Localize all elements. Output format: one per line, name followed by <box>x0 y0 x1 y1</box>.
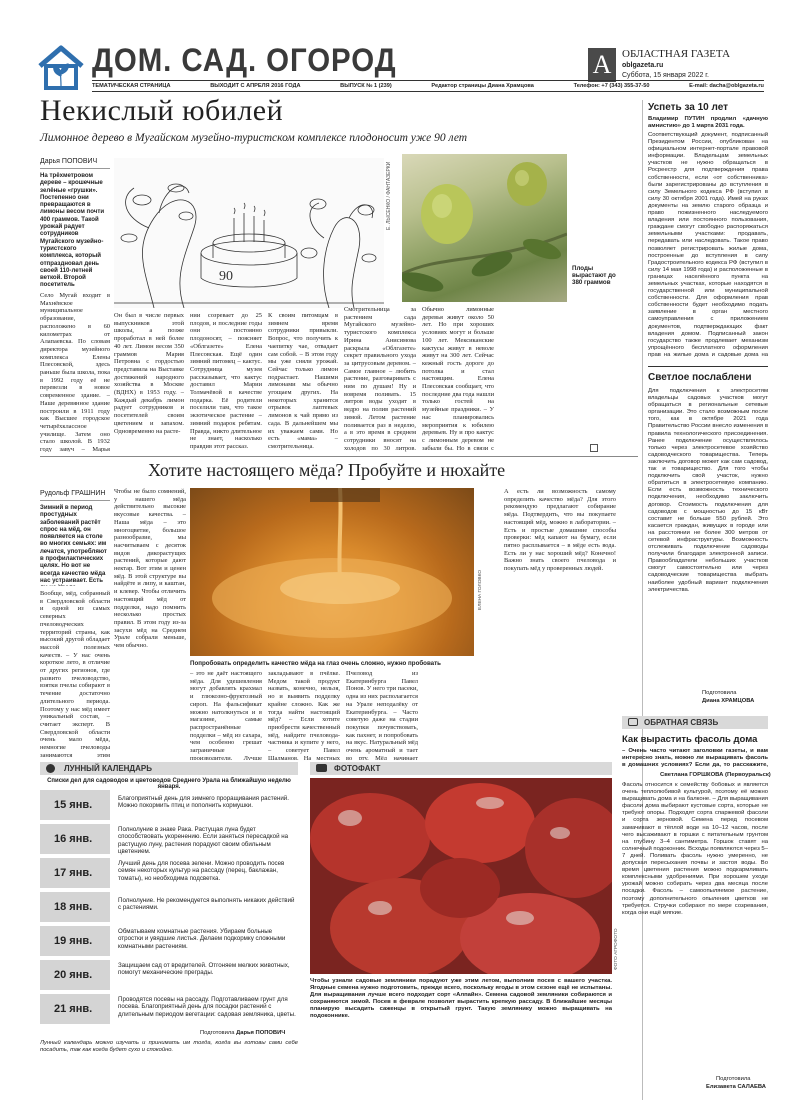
paper-letter-badge <box>588 48 616 82</box>
strawberries-photo <box>310 778 612 974</box>
article2-col3: – это не даёт настоящего мёда. Для удешевления могут добавлять крахмал и глюкозно-фруктозный сироп. На фальсификат можно натолкнуться и в магазине, самые распространённые подделки – мёд из сахара, чем особенно грешат заграничные производители. Лучше <box>190 670 262 760</box>
calendar-intro: Списки дел для садоводов и цветоводов Среднего Урала на ближайшую неделю января. <box>47 778 291 790</box>
photofact-label: ФОТОФАКТ <box>334 764 381 773</box>
sidebar-heading-electricity: Светлое послаблени <box>648 372 752 383</box>
article2-col4: закладывают в пчёлке. Медом такой продукт назвать, конечно, нельзя, но и выявить подделку крайне сложно. Как же тогда найти настоящий мёд? – Если хотите приобрести качественный мёд, найдите пчеловода-частника и купите у него, – советует Павел Шалманов. На местных <box>268 670 340 760</box>
article2-col5: Пчеловод из Екатеринбурга Павел Понов. У него три пасеки, одна из них располагается на Урале неподалёку от Екатеринбурга. – Часто советую даже на стадии покупки почувствовать, как пахнет, и попробовать на вкус. Натуральный мёд очень ароматный и тает во рту. Мёд начинает <box>346 670 418 760</box>
honey-jar-photo <box>190 488 474 656</box>
strip-since: ВЫХОДИТ С АПРЕЛЯ 2016 ГОДА <box>210 83 301 89</box>
calendar-footnote: Лунный календарь можно изучать и принимать им тогда, когда вы готовы сами себе посадить, так как когда будет сухо и спокойно. <box>40 1040 298 1053</box>
honey-photo-caption: Попробовать определить качество мёда на глаз очень сложно, нужно пробовать <box>190 660 441 667</box>
article2-col1: Вообще, мёд, собранный в Свердловской области и одной из самых северных пчеловодческих территорий страны, как высокий другой обладает массой полезных качеств. – У нас очень короткое лето, в отличие от других регионов, где развито пчеловодство, взятки пчелы собирают в течение достаточно длительного периода. Поэтому у нас мёд имеет уникальный состав, – считает эксперт. В Свердловской области очень мало мёда, немногие пчеловоды занимаются этим <box>40 590 110 759</box>
article1-col6: Обычно лимонные деревья живут около 50 лет. Но при хороших условиях могут и больше 100 лет. Мексиканские кактусы живут в неволе живут на 300 лет. Сейчас кежный гость дороге до потолка и стал настоящим. Елена Плесовская сообщает, что последние два года нашли только гостей на музейные праздники. – У нас планировались мероприятия к юбилею деревьев. Ну и про кактус с лимонным деревом не забыли бы. Но в связи с <box>422 306 494 452</box>
sidebar-electricity-text: Для подключения к электросетям владельцы садовых участков могут обращаться в региональные сетевые организации. Это стало возможным после того, как в октябре 2021 года Правительство России внесло изменения в правила технологического присоединения. Ранее подключение осуществлялось только через электросетевое хозяйство садоводческого товарищества. Теперь заключить договор может как сам садовод, так и товарищество. Для того чтобы подключить свой участок, нужно обратиться в электросетевую компанию. Если есть возможность технического подключения, необходимо заключить договор. Стоимость подключения для садоводов с мощностью до 15 кВт составит не больше 550 рублей. Это касается граждан, живущих в городе или на расстоянии не более 300 метров от сетевой инфраструктуры. Возможность отслеживать подключение садоводы получили благодаря электронной записи. Правообладатели небольших участков смогут самостоятельно или через садоводческие товарищества выбрать наиболее удобный вариант подключения электричества. <box>648 388 768 593</box>
sidebar-sign-label: Подготовила <box>702 690 737 696</box>
calendar-day: 18 янв. <box>40 892 110 922</box>
article1-col2: Он был в числе первых выпускников этой школы, а позже проработал в ней более 40 лет. Лимон весом 350 граммов Мария Петровна с гордостью представила на Выставке достижений народного хозяйства в Москве (ВДНХ) в 1953 году. – Каждый декабрь лимон радует сотрудников и посетителей своим цветением и запахом. Одновременно на расте- <box>114 312 184 435</box>
strip-email: E-mail: dacha@oblgazeta.ru <box>689 83 764 89</box>
feedback-asker: Светлана ГОРШКОВА (Первоуральск) <box>660 772 771 778</box>
article1-end-mark <box>590 444 598 452</box>
calendar-day-text: Обматываем комнатные растения. Убираем больные отростки и увядшие листья. Делаем подкормку сложными комнатными растениям. <box>118 928 286 950</box>
article1-lead: На трёхметровом дереве – крошечные зелёные «грушки». Постепенно они превращаются в лимоны весом почти 400 граммов. Такой урожай радует сотрудников Мугайского музейно-туристского комплекса, который отпраздновал день своей 110-летней веткой. Второй посетитель <box>40 172 105 288</box>
sidebar-sign-name: Диана ХРАМЦОВА <box>702 698 755 704</box>
lemon-cake-illustration <box>114 158 384 308</box>
calendar-day-text: Полнолуние в знаке Рака. Растущая луна будет способствовать укоренению. Если заняться пересадкой на растущую луну, растения порадуют своим обильным цветением. <box>118 826 289 856</box>
feedback-label: ОБРАТНАЯ СВЯЗЬ <box>644 718 719 727</box>
strip-phone: Телефон: +7 (343) 355-37-50 <box>573 83 650 89</box>
lemon-photo-caption: Плоды вырастают до 380 граммов <box>572 265 616 287</box>
strip-thematic: ТЕМАТИЧЕСКАЯ СТРАНИЦА <box>92 83 171 89</box>
feedback-header <box>622 716 768 729</box>
strip-issue: ВЫПУСК № 1 (239) <box>340 83 392 89</box>
calendar-sign-label: Подготовила <box>200 1030 235 1036</box>
moon-icon <box>46 764 55 773</box>
calendar-day: 16 янв. <box>40 824 110 854</box>
sidebar-amnesty-lead: Владимир ПУТИН продлил «дачную амнистию» до 1 марта 2031 года. <box>648 116 768 129</box>
paper-letter: А <box>592 50 612 79</box>
article2-author: Рудольф ГРАШНИН <box>40 490 106 497</box>
photofact-caption: Чтобы узнали садовые земляники порадуют уже этим летом, выполнив посев с вашего участка. Ягодные семена нужно подготовить, прежде всего, поскольку ягоды в этом сезоне ещё не испытаны. Для выращивания лучше всего подходит сорт «Алпайн». Семена садовой земляники собираются и сохраняются зимой. Посев в феврале позволит вырастить крепкую рассаду. В ближайшие месяцы планирую высадить саженцы в открытый грунт. Такую землянику можно выращивать на подоконнике. <box>310 978 612 1019</box>
article1-col1: Село Мугай входит в Махнёвское муниципальное образование, расположено в 60 километрах от Алапаевска. По словам директора музейного комплекса Елены Плесовской, здесь раньше была школа, пока в 1992 году её не перевезли в новое современное здание. – Наше деревянное здание построили в 1911 году как Высшее городское четырёхклассное училище. Затем оно стало школой. В 1932 году завуч – Марья <box>40 292 110 452</box>
calendar-day: 20 янв. <box>40 960 110 990</box>
calendar-header <box>40 762 298 775</box>
calendar-day-text: Защищаем сад от вредителей. Отгоняем мелких животных, помогут механические преграды. <box>118 962 290 977</box>
svg-text:90: 90 <box>219 269 233 284</box>
info-strip <box>92 80 764 92</box>
chat-icon <box>628 718 638 726</box>
lemon-tree-photo <box>402 154 567 302</box>
section-title: ДОМ. САД. ОГОРОД <box>92 42 397 78</box>
calendar-day-text: Проводятся посевы на рассаду. Подготавливаем грунт для посева. Благоприятный день для посадки растений с длительным периодом вегетации: садовая земляника, цветы. <box>118 996 296 1018</box>
article1-title: Некислый юбилей <box>40 94 284 127</box>
article2-title: Хотите настоящего мёда? Пробуйте и нюхайте <box>148 460 506 480</box>
calendar-day-text: Полнолуние. Не рекомендуется выполнять никаких действий с растениями. <box>118 897 295 912</box>
honey-photo-credit: ЕЛЕНА ГОЛОВКО <box>478 569 483 610</box>
calendar-day-text: Лучший день для посева зелени. Можно проводить посев семян некоторых культур на рассаду (перец, баклажан, томаты), но необходима подсветка. <box>118 860 285 882</box>
paper-date: Суббота, 15 января 2022 г. <box>622 72 709 79</box>
article1-col4: К своим питомцам в зимнем время сотрудники привыкли. Вопрос, что получить к чаепитку чае, отвадает сам собой. – В этом году мы уже сняли урожай. Сейчас только лимон подрастает. Нашими лимонами мы обычно угощаем других. На некоторых хранится отрывок лаптевых лимонов к чай прямо из сада. В дальнейшем мы их уважаем сами. Но есть «мама» – смотрительница. <box>268 312 338 450</box>
article2-col6: А есть ли возможность самому определить качество мёда? Для этого рекомендую предлагают собирание мёда. Подтвердить, что вы покупаете настоящий мёд, можно в лаборатории. – Есть и простые домашние способы проверки: мёд капают на бумагу, если пятно расплывается – в мёде есть вода. Есть ли у нас хороший мёд? Конечно! Важно знать своего пчеловода и покупать мёд у проверенных людей. <box>504 488 616 573</box>
feedback-title: Как вырастить фасоль дома <box>622 734 758 745</box>
illustration-credit: Е. ЛЫСЕНКО / ФАНТАЗЕРКИ <box>386 161 392 230</box>
calendar-label: ЛУННЫЙ КАЛЕНДАРЬ <box>64 764 152 773</box>
article2-col2: Чтобы не было сомнений, у нашего мёда действительно высокие вкусовые качества. – Наша мёда – это многоцветие, большое разнообразие, мы насчитываем с десяток видов дикорастущих растений, которые дают нектар. Вот этим и ценен мёд. В этой структуре вы найдёте и липу, и каштан, и клевер. Чтобы отличить настоящий мёд от подделки, надо помнить несколько простых правил. В этом году из-за засухи мёд на Среднем Урале собрали меньше, чем обычно. <box>114 488 186 650</box>
feedback-question: – Очень часто читают заголовки газеты, и вам интересно знать, можно ли выращивать фасоль в домашних условиях? Если да, то расскажите, <box>622 748 768 768</box>
article2-lead: Зимний в период простудных заболеваний растёт спрос на мёд, он появляется на столе во многих семьях: им лечатся, употребляют в профилактических целях. Но вот не всегда качество мёда нас устраивает. Есть <box>40 504 107 584</box>
article1-col5: Смотрительница за растением сада Мугайского музейно-туристского комплекса Ирина Анисимова раскрыла «Облгазете» секрет правильного ухода за цитрусовым деревом. – Самое главное – любить растение, разговаривать с ним по душам! Ну и вовремя поливать. 15 литров воды уходят в ведро на полив растений зимой. Летом растение поливается раз в неделю, а в это время в среднем сотрудники вносят на холодов по 30 литров. <box>344 306 416 452</box>
calendar-day: 17 янв. <box>40 858 110 888</box>
feedback-sign-label: Подготовила <box>716 1076 751 1082</box>
article1-author: Дарья ПОПОВИЧ <box>40 158 98 165</box>
paper-site: oblgazeta.ru <box>622 62 664 69</box>
feedback-text: Фасоль относится к семейству бобовых и является очень теплолюбивой культурой, поэтому её можно выращивать дома и на балконе. – Для выращивания фасоли дома выбирают кустовые сорта, которые не требуют опоры. Подходят сорта спаржевой фасоли и сорта зерновой. Семена перед посевом замачивают в тёплой воде на 10–12 часов, после чего высаживают в горшки с питательным грунтом на глубину 3–4 сантиметра. Горшок ставят на солнечный подоконник. Всходы появляются через 5–7 дней. Поливать фасоль нужно умеренно, не допуская пересыхания почвы и застоя воды. Во время цветения растения можно подкармливать комплексными удобрениями. При хорошем уходе урожай можно собирать через два месяца после посадки. Фасоль – самоопыляемое растение, поэтому дополнительного опыления цветков не требуется. Стручки собирают по мере созревания, когда они ещё мягкие. <box>622 782 768 916</box>
article1-col3: нии созревает до 25 плодов, и последние годы они постоянно плодоносят, – поясняет «Облгазете» Елена Плесовская. Ещё один зимний питомец – кактус. Сотрудница музея рассказывает, что кактус доставил Марии Толмачёвой в качестве подарка. Её родители поселили там, что такое экзотическое растение – зимний подарок ребятам. Правда, никто длительное не знает, насколько правдив этот рассказ. <box>190 312 262 450</box>
calendar-day: 19 янв. <box>40 926 110 956</box>
calendar-day-text: Благоприятный день для зимнего проращивания растений. Можно покормить птиц и пополнить кормушки. <box>118 795 289 810</box>
masthead <box>36 40 764 94</box>
article1-subtitle: Лимонное дерево в Мугайском музейно-туристском комплексе плодоносит уже 90 лет <box>40 132 468 144</box>
calendar-sign <box>200 1030 285 1036</box>
sidebar-heading-amnesty: Успеть за 10 лет <box>648 102 729 113</box>
camera-icon <box>316 764 327 772</box>
house-logo-icon <box>36 44 86 90</box>
calendar-sign-name: Дарья ПОПОВИЧ <box>236 1030 286 1036</box>
calendar-day: 15 янв. <box>40 790 110 820</box>
photofact-header <box>310 762 612 775</box>
calendar-day: 21 янв. <box>40 994 110 1024</box>
strip-editor: Редактор страницы Диана Храмцова <box>431 83 534 89</box>
feedback-sign-name: Елизавета САЛАЕВА <box>706 1084 766 1090</box>
sidebar-amnesty-text: Соответствующий документ, подписанный Президентом России, опубликован на официальном интернет-портале правовой информации. Владельцам земельных участков не нужно обращаться в Росреестр для подтверждения права собственности, если «от собственника» были зарегистрированы до вступления в силу Земельного кодекса РФ (вступил в силу 30 октября 2001 года). Имей на руках документы на землю старого образца и право пожизненного наследуемого владения или постоянного пользования, граждане смогут свободно распоряжаться земельными участками: продавать, передавать или наследовать. Такое право позволяет регистрировать жилые дома, построенные до вступления в силу Градостроительного кодекса РФ (вступил в силу 14 мая 1998 года) и расположенные в границах населённого пункта на земельных участках, которые находятся в государственной или муниципальной собственности. Для оформления прав собственности будет необходимо подать заявление в орган местного самоуправления с приложением документов, подтверждающих факт владения домом. Подписанный закон государство также продлевает механизм упрощённого бесплатного оформления прав на жилые дома и садовые дома на <box>648 132 768 358</box>
paper-name: ОБЛАСТНАЯ ГАЗЕТА <box>622 48 731 60</box>
photofact-credit: ФОТО АГРОФОТО <box>614 928 619 970</box>
